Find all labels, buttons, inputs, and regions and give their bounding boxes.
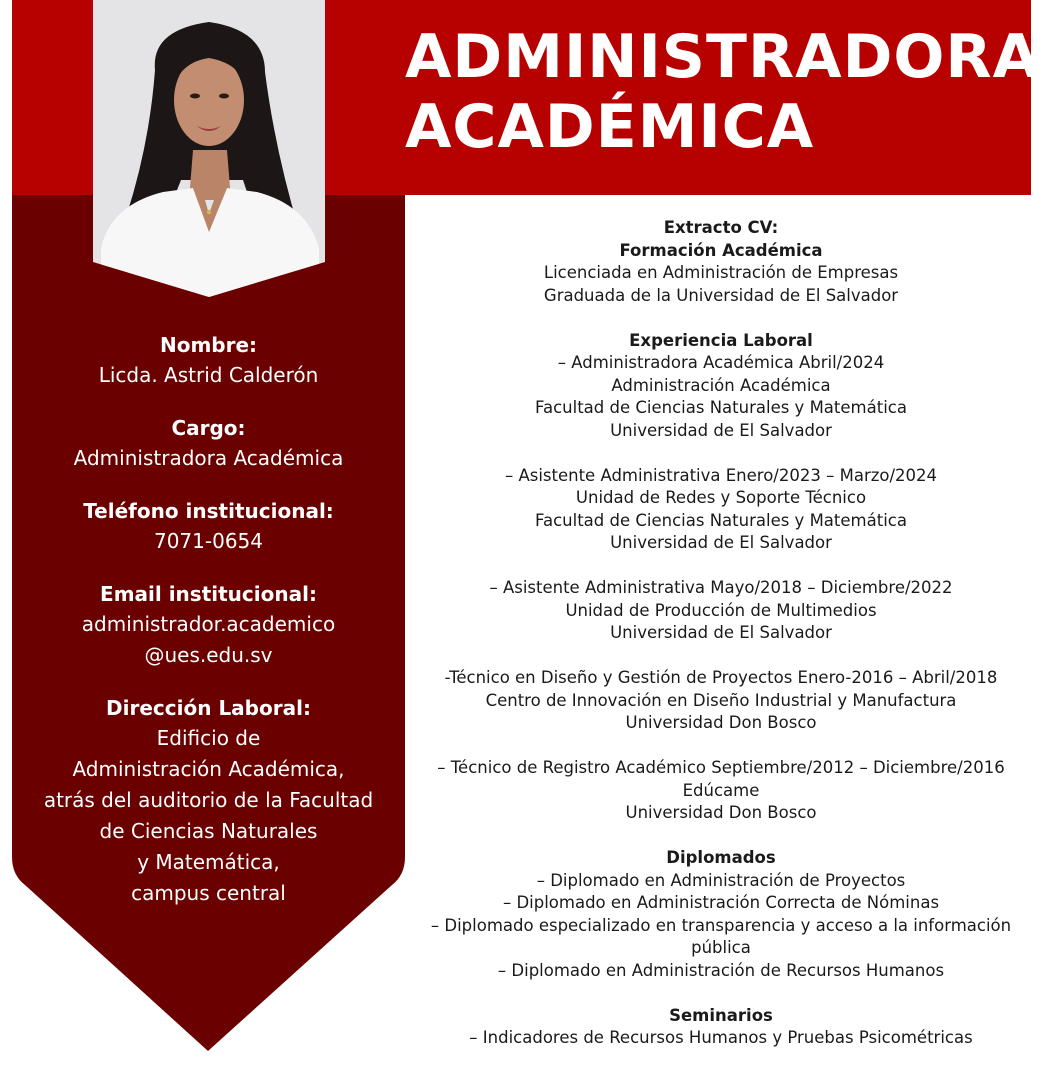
experiencia-line: – Administradora Académica Abril/2024 — [557, 353, 885, 372]
seminario-item: – Indicadores de Recursos Humanos y Pruebas Psicométricas — [469, 1028, 973, 1047]
direccion-line: de Ciencias Naturales — [99, 819, 318, 843]
cv-extract — [412, 217, 1030, 1050]
experiencia-line: Universidad de El Salvador — [610, 533, 832, 552]
formacion-line: Licenciada en Administración de Empresas — [543, 263, 899, 282]
formacion-line: Graduada de la Universidad de El Salvador — [543, 285, 899, 305]
diplomado-item: – Diplomado en Administración Correcta de Nóminas — [502, 893, 940, 912]
experiencia-line: Unidad de Redes y Soporte Técnico — [575, 488, 867, 507]
experiencia-line: Centro de Innovación en Diseño Industrial y Manufactura — [485, 690, 957, 710]
title-line-1: ADMINISTRADORA — [405, 22, 1041, 92]
cargo-section — [12, 413, 405, 474]
email-section — [12, 579, 405, 671]
formacion-heading: Formación Académica — [619, 240, 823, 260]
diplomado-item: – Diplomado en Administración de Proyectos — [536, 870, 906, 890]
telefono-value: 7071-0654 — [153, 529, 263, 553]
experiencia-line: Administración Académica — [611, 375, 831, 395]
experiencia-line: Facultad de Ciencias Naturales y Matemática — [535, 510, 907, 530]
nombre-section — [12, 330, 405, 391]
nombre-label: Nombre: — [159, 333, 258, 357]
telefono-section — [12, 496, 405, 557]
experiencia-line: Universidad de El Salvador — [610, 623, 832, 642]
cv-extract-title: Extracto CV: — [663, 218, 779, 237]
nombre-value: Licda. Astrid Calderón — [98, 363, 319, 387]
experiencia-line: – Asistente Administrativa Mayo/2018 – Diciembre/2022 — [489, 578, 953, 597]
experiencia-heading: Experiencia Laboral — [629, 330, 813, 350]
direccion-section — [12, 693, 405, 909]
experiencia-line: Unidad de Producción de Multimedios — [565, 600, 877, 620]
direccion-line: Administración Académica, — [72, 757, 345, 781]
experiencia-line: Universidad Don Bosco — [625, 713, 817, 732]
telefono-label: Teléfono institucional: — [83, 499, 334, 523]
email-value-line-1: administrador.academico — [81, 612, 336, 636]
diplomado-item: – Diplomado en Administración de Recursos Humanos — [497, 960, 945, 980]
profile-photo — [93, 0, 325, 297]
direccion-line: campus central — [131, 881, 286, 905]
direccion-line: Edificio de — [156, 726, 261, 750]
seminarios-heading: Seminarios — [669, 1005, 773, 1025]
experiencia-line: -Técnico en Diseño y Gestión de Proyectos Enero-2016 – Abril/2018 — [444, 668, 998, 687]
experiencia-line: Edúcame — [682, 780, 760, 800]
email-label: Email institucional: — [100, 582, 317, 606]
email-value-line-2: @ues.edu.sv — [144, 643, 273, 667]
profile-info — [12, 330, 405, 931]
experiencia-line: – Técnico de Registro Académico Septiembre/2012 – Diciembre/2016 — [437, 758, 1005, 777]
experiencia-line: Universidad de El Salvador — [610, 420, 832, 440]
diplomado-item: – Diplomado especializado en transparencia y acceso a la información pública — [430, 915, 1012, 957]
page-title — [405, 22, 1040, 162]
title-line-2: ACADÉMICA — [405, 92, 815, 162]
direccion-line: atrás del auditorio de la Facultad — [43, 788, 374, 812]
experiencia-line: Universidad Don Bosco — [625, 803, 817, 822]
experiencia-line: Facultad de Ciencias Naturales y Matemática — [535, 398, 907, 417]
experiencia-line: – Asistente Administrativa Enero/2023 – Marzo/2024 — [504, 465, 938, 485]
direccion-line: y Matemática, — [137, 850, 280, 874]
cargo-value: Administradora Académica — [73, 446, 344, 470]
direccion-label: Dirección Laboral: — [106, 696, 311, 720]
cargo-label: Cargo: — [171, 416, 246, 440]
diplomados-heading: Diplomados — [666, 848, 776, 867]
